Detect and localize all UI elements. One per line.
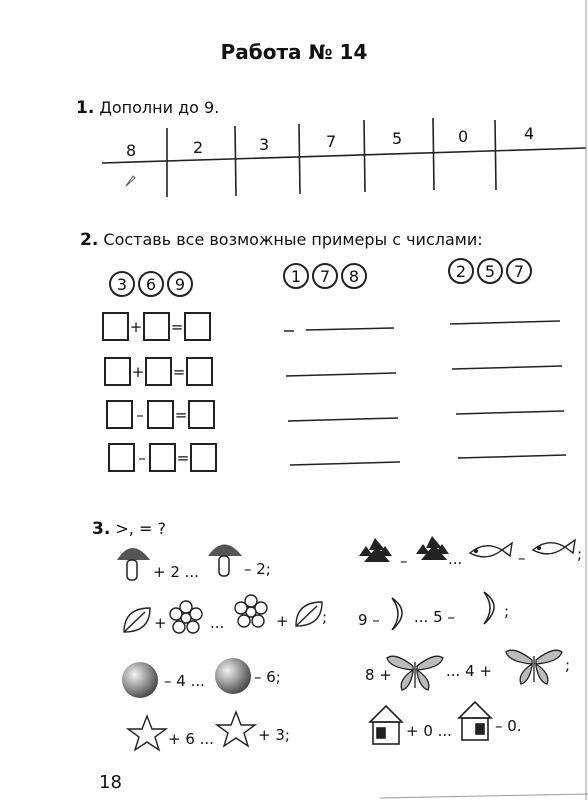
comparison-text: ... 5 – [414, 608, 455, 626]
equals-sign: = [176, 448, 190, 467]
comparison-text: – 4 ... [164, 672, 205, 690]
comparison-text: – 6; [254, 668, 281, 686]
task-instruction: Составь все возможные примеры с числами: [103, 230, 483, 249]
comparison-text: – 2; [244, 560, 271, 578]
number-circle: 8 [341, 263, 367, 289]
comparison-text: + [154, 614, 167, 632]
table-value: 2 [193, 138, 204, 157]
comparison-text: – [400, 552, 408, 570]
comparison-text: 9 – [358, 611, 380, 629]
table-value: 3 [259, 135, 270, 154]
equals-sign: = [170, 317, 184, 336]
comparison-text: + 0 ... [406, 722, 452, 740]
number-circle: 7 [506, 258, 532, 284]
number-circle: 1 [283, 263, 309, 289]
comparison-text: – [518, 549, 526, 567]
comparison-text: 8 + [365, 666, 392, 684]
comparison-text: ; [504, 602, 510, 620]
task-number: 3. [92, 519, 111, 539]
number-circle: 7 [312, 263, 338, 289]
operator: – [136, 405, 144, 424]
number-circle: 6 [138, 271, 164, 297]
table-value: 4 [524, 124, 535, 143]
comparison-text: + 2 ... [153, 563, 199, 581]
number-circle: 9 [167, 271, 193, 297]
table-value: 5 [392, 129, 403, 148]
comparison-text: ; [577, 545, 583, 563]
operator: + [131, 362, 145, 381]
page-number: 18 [99, 772, 122, 793]
number-circle: 2 [448, 258, 474, 284]
task-number: 2. [80, 230, 99, 250]
equals-sign: = [172, 362, 186, 381]
comparison-text: ... 4 + [446, 662, 492, 680]
comparison-text: ; [322, 608, 328, 626]
task-instruction: Дополни до 9. [99, 98, 220, 117]
number-circle: 3 [109, 271, 135, 297]
comparison-text: ; [565, 656, 571, 674]
number-circle: 5 [477, 258, 503, 284]
task-number: 1. [76, 98, 95, 118]
page-title: Работа № 14 [220, 40, 368, 64]
operator: + [129, 317, 143, 336]
equals-sign: = [174, 405, 188, 424]
comparison-text: ... [210, 614, 225, 632]
table-value: 0 [458, 127, 469, 146]
comparison-text: + [276, 612, 289, 630]
comparison-text: + 6 ... [168, 730, 214, 748]
comparison-text: – 0. [495, 717, 522, 735]
comparison-text: + 3; [258, 726, 290, 744]
table-value: 7 [326, 132, 337, 151]
operator: – [138, 448, 146, 467]
table-value: 8 [126, 141, 137, 160]
task-instruction: >, = ? [115, 519, 166, 538]
comparison-text: ... [448, 550, 463, 568]
